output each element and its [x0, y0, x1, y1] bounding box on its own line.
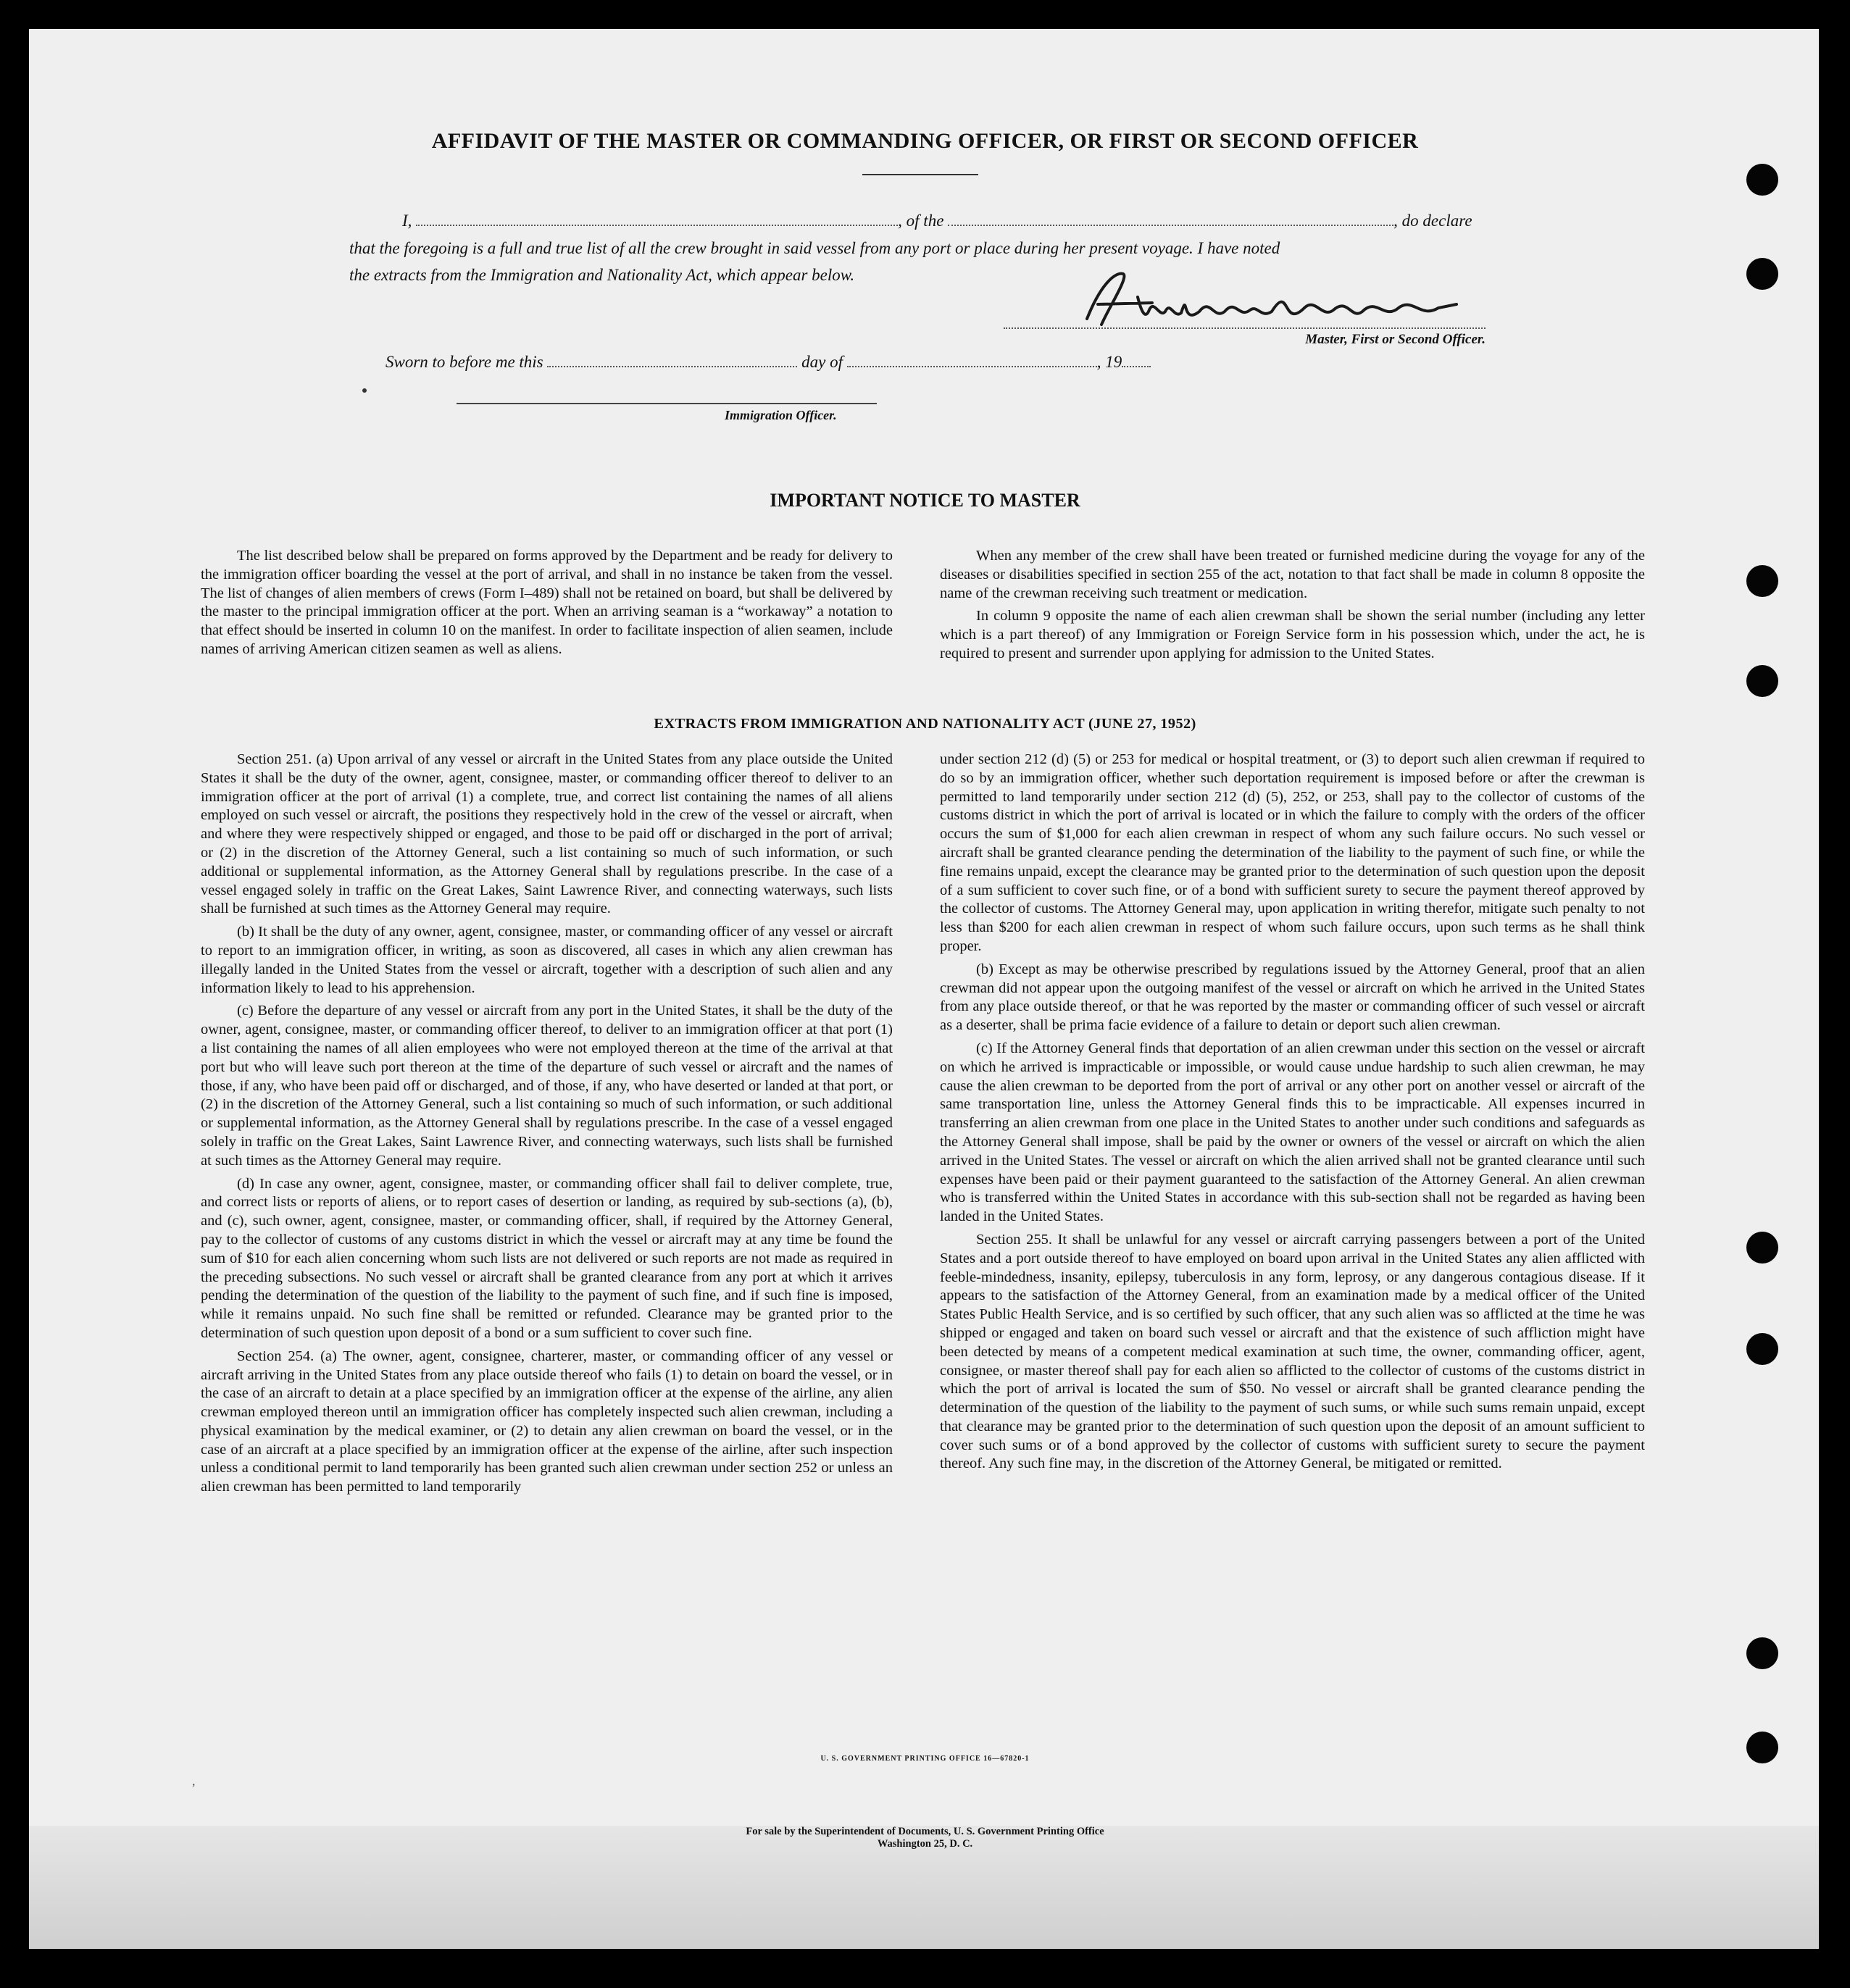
sworn-prefix: Sworn to before me this: [386, 353, 543, 371]
punch-hole: [1746, 164, 1778, 196]
notice-paragraph: When any member of the crew shall have been treated or furnished medicine during the voyage for any of the diseases or disabilities specified in section 255 of the act, notation to that fact shall be made in column 8 opposite the name of the crewman receiving such treatment or medication.: [940, 548, 1645, 601]
punch-hole: [1746, 258, 1778, 290]
vessel-name-field[interactable]: [948, 210, 1393, 226]
sworn-month-field[interactable]: [847, 351, 1097, 367]
sworn-date-field[interactable]: [547, 351, 797, 367]
punch-hole: [1746, 1232, 1778, 1264]
extracts-title: EXTRACTS FROM IMMIGRATION AND NATIONALITY ACT (JUNE 27, 1952): [654, 716, 1196, 732]
title-underline: [862, 174, 978, 175]
do-declare-label: , do declare: [1393, 212, 1472, 230]
stray-mark: ,: [192, 1774, 196, 1788]
sale-notice-line: For sale by the Superintendent of Documents, U. S. Government Printing Office: [746, 1826, 1104, 1837]
stray-mark: [362, 388, 367, 393]
immigration-officer-caption: Immigration Officer.: [725, 408, 837, 422]
punch-hole: [1746, 565, 1778, 597]
notice-paragraph: The list described below shall be prepared on forms approved by the Department and be ready for delivery to the immigration officer boarding the vessel at the port of arrival, and shall in no instance be taken from the vessel. The list of changes of alien members of crews (Form I–489) shall not be retained on board, but shall be delivered by the master to the principal immigration officer at the port. When an arriving seaman is a “workaway” a notation to that effect should be inserted in column 10 on the manifest. In order to facilitate inspection of alien seamen, include names of arriving American citizen seamen as well as aliens.: [201, 548, 893, 657]
immigration-officer-signature-line[interactable]: [457, 403, 877, 404]
gpo-print-code: U. S. GOVERNMENT PRINTING OFFICE 16—67820-1: [820, 1755, 1030, 1763]
extracts-right-column: [940, 751, 1645, 1474]
extract-paragraph: (d) In case any owner, agent, consignee, master, or commanding officer shall fail to deliver complete, true, and correct lists or reports of aliens, or to report cases of desertion or landing, as required by sub-sections (a), (b), and (c), such owner, agent, consignee, master, or commanding officer, shall, if required by the Attorney General, pay to the collector of customs of any customs district in which the vessel or aircraft may at any time be found the sum of $10 for each alien concerning whom such lists are not delivered or such reports are not made as required in the preceding subsections. No such vessel or aircraft shall be granted clearance from any port at which it arrives pending the determination of the question of the liability to the payment of such fine, and if such fine is imposed, while it remains unpaid. No such fine shall be remitted or refunded. Clearance may be granted prior to the determination of such question upon deposit of a bond or a sum sufficient to cover such fine.: [201, 1175, 893, 1341]
extract-paragraph: Section 251. (a) Upon arrival of any vessel or aircraft in the United States from any place outside the United States it shall be the duty of the owner, agent, consignee, master, or commanding officer thereof to deliver to an immigration officer at the port of arrival (1) a complete, true, and correct list containing the names of all aliens employed on such vessel or aircraft, the positions they respectively hold in the crew of the vessel or aircraft, when and where they were respectively shipped or engaged, and those to be paid off or discharged in the port of arrival; or (2) in the discretion of the Attorney General, such a list containing so much of such information, or such additional or supplemental information, as the Attorney General shall by regulations prescribe. In the case of a vessel engaged solely in traffic on the Great Lakes, Saint Lawrence River, and connecting waterways, such lists shall be furnished at such times as the Attorney General may require.: [201, 751, 893, 917]
extract-paragraph: under section 212 (d) (5) or 253 for medical or hospital treatment, or (3) to deport such alien crewman if required to do so by an immigration officer, whether such deportation requirement is imposed before or after the crewman is permitted to land temporarily under section 212 (d) (5), 252, or 253, shall pay to the collector of customs of the customs district in which the port of arrival is located or in which the failure to comply with the orders of the officer occurs the sum of $1,000 for each alien crewman in respect of whom any such failure occurs. No such vessel or aircraft shall be granted clearance pending the determination of the liability to the payment of such fine, or while the fine remains unpaid, except the clearance may be granted prior to the determination of such question upon the deposit of a sum sufficient to cover such fine, or of a bond with sufficient surety to secure the payment thereof approved by the collector of customs. The Attorney General may, upon application in writing therefor, mitigate such penalty to not less than $200 for each alien crewman in respect of whom such failure occurs, upon such terms as he shall think proper.: [940, 751, 1645, 954]
affidavit-title: AFFIDAVIT OF THE MASTER OR COMMANDING OFFICER, OR FIRST OR SECOND OFFICER: [431, 129, 1419, 153]
declaration-line-1: [402, 210, 1496, 230]
year-label: , 19: [1096, 353, 1122, 371]
sale-notice: [0, 1826, 1850, 1850]
extract-paragraph: Section 255. It shall be unlawful for any vessel or aircraft carrying passengers between a port of the United States and a port outside thereof to have employed on board upon arrival in the United States any alien afflicted with feeble-mindedness, insanity, epilepsy, tuberculosis in any form, leprosy, or any dangerous contagious disease. If it appears to the satisfaction of the Attorney General, from an examination made by a medical officer of the United States Public Health Service, and is so certified by such officer, that any such alien was so afflicted at the time he was shipped or engaged and taken on board such vessel or aircraft and that the existence of such affliction might have been detected by means of a competent medical examination at such time, the owner, commanding officer, agent, consignee, or master thereof shall pay for each alien so afflicted to the collector of customs of the customs district in which the port of arrival is located the sum of $50. No vessel or aircraft shall be granted clearance pending the determination of the question of the liability to the payment of such sums, or while such sums remain unpaid, except that clearance may be granted prior to the determination of such question upon the deposit of an amount sufficient to cover such sums or of a bond approved by the collector of customs with sufficient surety to secure the payment thereof. Any such fine may, in the discretion of the Attorney General, be mitigated or remitted.: [940, 1231, 1645, 1472]
extract-paragraph: (c) If the Attorney General finds that deportation of an alien crewman under this section on the vessel or aircraft on which he arrived is impracticable or impossible, or would cause undue hardship to such alien crewman, he may cause the alien crewman to be deported from the port of arrival or any other port on another vessel or aircraft of the same transportation line, unless the Attorney General finds this to be impracticable. All expenses incurred in transferring an alien crewman from one place in the United States to another under such conditions and safeguards as the Attorney General shall impose, shall be paid by the owner or owners of the vessel or aircraft on which the alien arrived in the United States. The vessel or aircraft on which the alien arrived shall not be granted clearance until such expenses have been paid or their payment guaranteed to the satisfaction of the Attorney General. An alien crewman who is transferred within the United States in accordance with this sub-section shall not be regarded as having been landed in the United States.: [940, 1040, 1645, 1225]
declaration-line-2: that the foregoing is a full and true list of all the crew brought in said vessel from any port or place during her present voyage. I have noted: [349, 239, 1280, 257]
declarant-name-field[interactable]: [416, 210, 898, 226]
notice-left-column: [201, 547, 893, 659]
extract-paragraph: (b) Except as may be otherwise prescribed by regulations issued by the Attorney General, proof that an alien crewman did not appear upon the outgoing manifest of the vessel or aircraft on which he arrived in the United States from any place outside thereof, or that he was reported by the master or commanding officer of such vessel or aircraft as a deserter, shall be prima facie evidence of a failure to detain or deport such alien crewman.: [940, 961, 1645, 1034]
sworn-year-field[interactable]: [1122, 351, 1151, 367]
of-the-label: , of the: [898, 212, 944, 230]
day-of-label: day of: [801, 353, 843, 371]
signature-caption: Master, First or Second Officer.: [1305, 332, 1486, 347]
punch-hole: [1746, 1333, 1778, 1365]
extract-paragraph: (c) Before the departure of any vessel or aircraft from any port in the United States, it shall be the duty of the owner, agent, consignee, master, or commanding officer thereof, to deliver to an immigration officer at that port (1) a list containing the names of all alien employees who were not employed thereon at the time of the arrival at that port but who will leave such port thereon at the time of the departure of such vessel or aircraft and the names of those, if any, who have been paid off or discharged, and of those, if any, who have deserted or landed at that port, or (2) in the discretion of the Attorney General, such a list containing so much of such information, or such additional or supplemental information, as the Attorney General shall by regulations prescribe. In the case of a vessel engaged solely in traffic on the Great Lakes, Saint Lawrence River, and connecting waterways, such lists shall be furnished at such times as the Attorney General may require.: [201, 1003, 893, 1169]
punch-hole: [1746, 1637, 1778, 1669]
extract-paragraph: Section 254. (a) The owner, agent, consignee, charterer, master, or commanding officer of any vessel or aircraft arriving in the United States from any place outside thereof who fails (1) to detain on board the vessel, or in the case of an aircraft to detain at a place specified by an immigration officer at the expense of the airline, any alien crewman employed thereon until an immigration officer has completely inspected such alien crewman, including a physical examination by the medical examiner, or (2) to detain any alien crewman on board the vessel, or in the case of an aircraft at a place specified by an immigration officer at the expense of the airline, after such inspection unless a conditional permit to land temporarily has been granted such alien crewman under section 252 or unless an alien crewman has been permitted to land temporarily: [201, 1348, 893, 1495]
extract-paragraph: (b) It shall be the duty of any owner, agent, consignee, master, or commanding officer of any vessel or aircraft to report to an immigration officer, in writing, as soon as discovered, all cases in which any alien crewman has illegally landed in the United States from the vessel or aircraft, together with a description of such alien and any information likely to lead to his apprehension.: [201, 924, 893, 996]
sworn-line: [386, 351, 1151, 372]
punch-hole: [1746, 665, 1778, 697]
notice-title: IMPORTANT NOTICE TO MASTER: [770, 490, 1080, 511]
notice-paragraph: In column 9 opposite the name of each alien crewman shall be shown the serial number (including any letter which is a part thereof) of any Immigration or Foreign Service form in his possession which, under the act, he is required to present and surrender upon applying for admission to the United States.: [940, 608, 1645, 661]
extracts-left-column: [201, 751, 893, 1497]
notice-right-column: [940, 547, 1645, 664]
declaration-line-3: the extracts from the Immigration and Nationality Act, which appear below.: [349, 266, 855, 284]
sale-notice-line: Washington 25, D. C.: [877, 1838, 973, 1850]
signature-line: [1004, 327, 1486, 329]
declarant-prefix: I,: [402, 212, 412, 230]
master-signature: [1072, 268, 1478, 333]
